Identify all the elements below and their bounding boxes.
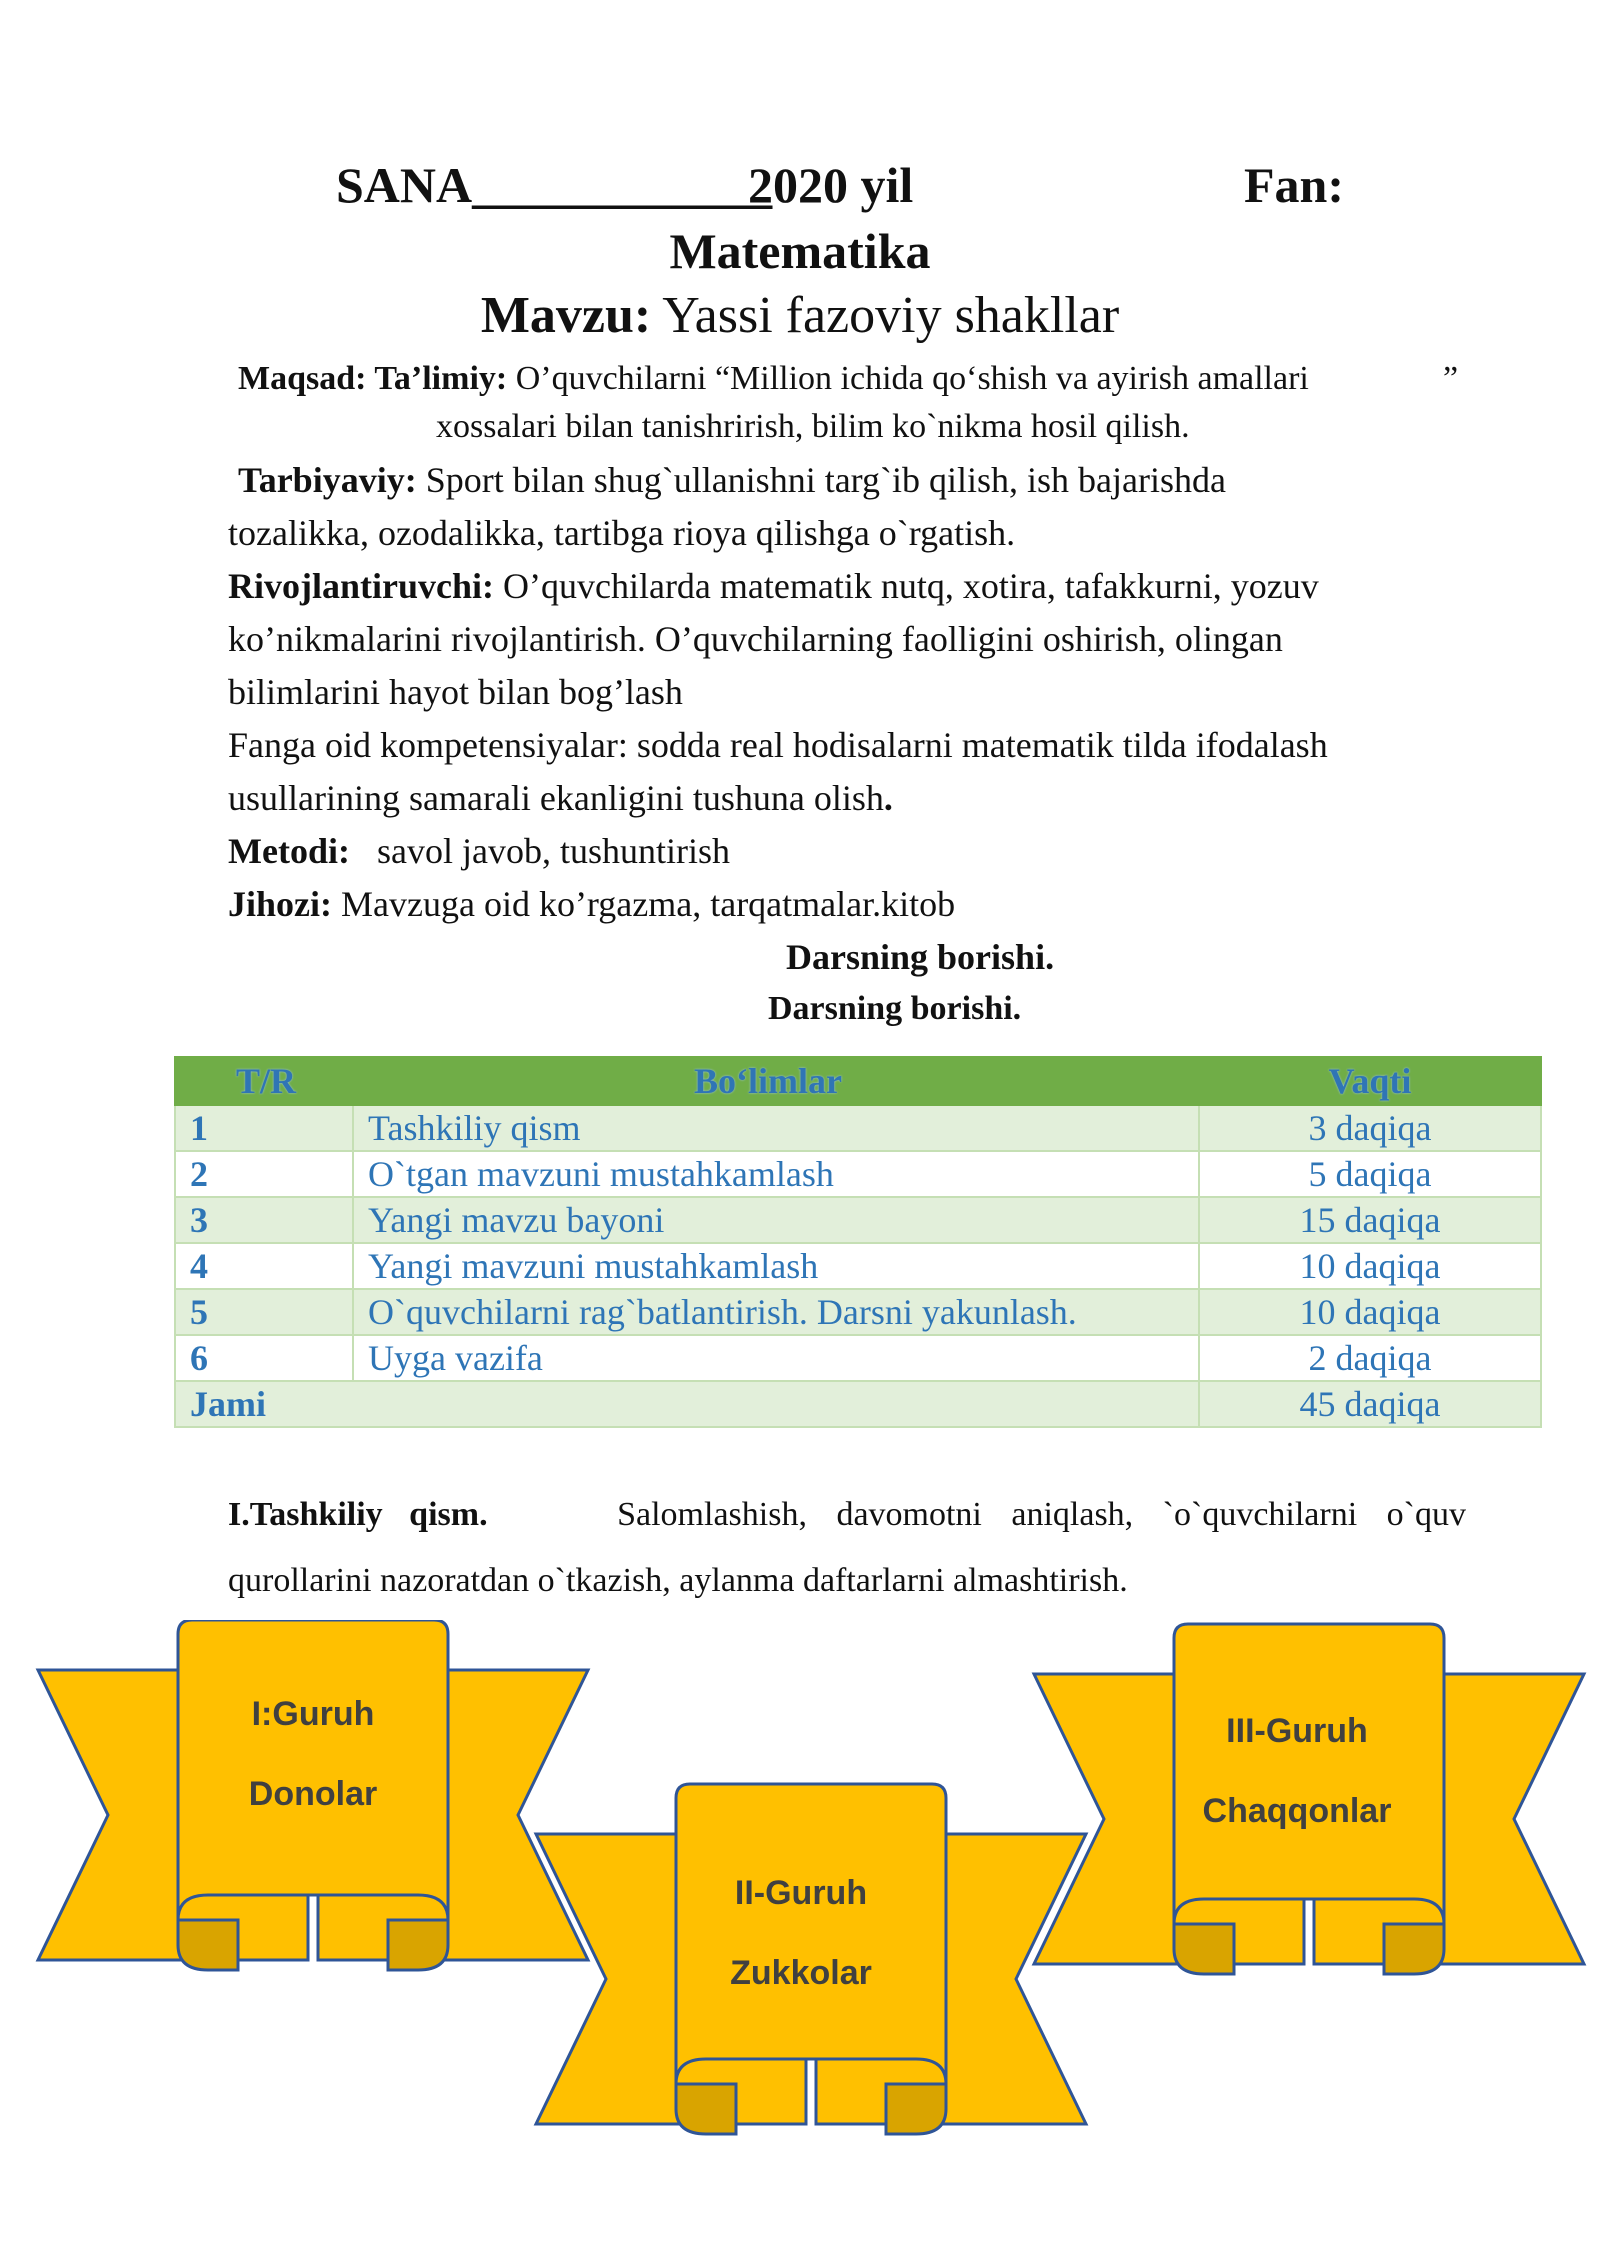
sana-label: SANA (336, 157, 473, 213)
row-time: 3 daqiqa (1199, 1105, 1541, 1151)
row-section: Yangi mavzu bayoni (353, 1197, 1199, 1243)
row-section: Yangi mavzuni mustahkamlash (353, 1243, 1199, 1289)
metodi-value: savol javob, tushuntirish (376, 831, 730, 871)
sana-blank: ____________ (472, 157, 773, 213)
banner-group-3 (1034, 1624, 1584, 1974)
row-section: O`tgan mavzuni mustahkamlash (353, 1151, 1199, 1197)
maqsad-text-1: O’quvchilarni “Million ichida qo‘shish va ayirish amallari (515, 360, 1309, 397)
maqsad-closing-quote: ” (1443, 360, 1459, 397)
year-text: 2020 yil (748, 157, 914, 213)
group-banners (0, 1620, 1600, 2262)
jihozi-label: Jihozi: (228, 884, 332, 924)
maqsad-label: Maqsad: Ta’limiy: (238, 360, 508, 397)
lesson-plan-table (174, 1056, 1542, 1428)
banner-group-1 (38, 1620, 588, 1970)
section-heading-2: Darsning borishi. (768, 990, 1022, 1027)
row-time: 5 daqiqa (1199, 1151, 1541, 1197)
header-time: Vaqti (1199, 1057, 1541, 1105)
header-sections: Bo‘limlar (353, 1057, 1199, 1105)
banner-3-name: Chaqqonlar (1202, 1792, 1392, 1830)
table-row (175, 1335, 1541, 1381)
tarbiyaviy-label: Tarbiyaviy: (238, 460, 417, 500)
row-number: 2 (175, 1151, 353, 1197)
total-label: Jami (175, 1381, 1199, 1427)
maqsad-text-2: xossalari bilan tanishrirish, bilim ko`nikma hosil qilish. (436, 408, 1190, 445)
rivojlantiruvchi-line-1 (228, 568, 1319, 604)
rivojlantiruvchi-text-3: bilimlarini hayot bilan bog’lash (228, 672, 683, 712)
total-value: 45 daqiqa (1199, 1381, 1541, 1427)
table-row (175, 1289, 1541, 1335)
row-time: 10 daqiqa (1199, 1243, 1541, 1289)
tashkiliy-line-1 (228, 1498, 1466, 1532)
tashkiliy-label: I.Tashkiliy qism. (228, 1496, 488, 1533)
tarbiyaviy-text-2: tozalikka, ozodalikka, tartibga rioya qilishga o`rgatish. (228, 513, 1016, 553)
mavzu-line (0, 287, 1600, 344)
row-section: O`quvchilarni rag`batlantirish. Darsni yakunlash. (353, 1289, 1199, 1335)
row-number: 6 (175, 1335, 353, 1381)
row-number: 5 (175, 1289, 353, 1335)
sana-line (336, 157, 773, 213)
tashkiliy-text-1: Salomlashish, davomotni aniqlash, `o`quvchilarni o`quv (617, 1496, 1466, 1533)
section-heading-1: Darsning borishi. (786, 937, 1055, 977)
row-number: 1 (175, 1105, 353, 1151)
row-time: 10 daqiqa (1199, 1289, 1541, 1335)
banner-1-title: I:Guruh (251, 1695, 375, 1733)
kompetensiya-text-2: usullarining samarali ekanligini tushuna olish (228, 778, 884, 818)
table-row (175, 1105, 1541, 1151)
row-number: 3 (175, 1197, 353, 1243)
banner-1-name: Donolar (248, 1775, 378, 1813)
maqsad-line-1 (238, 362, 1309, 396)
row-time: 15 daqiqa (1199, 1197, 1541, 1243)
mavzu-label: Mavzu: (480, 287, 652, 344)
row-number: 4 (175, 1243, 353, 1289)
kompetensiya-line-2 (228, 780, 893, 816)
banner-2-title: II-Guruh (734, 1874, 868, 1912)
table-row (175, 1151, 1541, 1197)
banner-group-2 (536, 1784, 1086, 2134)
kompetensiya-period: . (883, 778, 893, 818)
subject-title: Matematika (669, 223, 931, 279)
table-total-row (175, 1381, 1541, 1427)
kompetensiya-text-1: Fanga oid kompetensiyalar: sodda real hodisalarni matematik tilda ifodalash (228, 725, 1328, 765)
table-header-row (175, 1057, 1541, 1105)
tashkiliy-text-2: qurollarini nazoratdan o`tkazish, aylanma daftarlarni almashtirish. (228, 1562, 1128, 1599)
metodi-line (228, 833, 730, 869)
rivojlantiruvchi-text-1: O’quvchilarda matematik nutq, xotira, tafakkurni, yozuv (503, 566, 1319, 606)
jihozi-line (228, 886, 955, 922)
banner-3-title: III-Guruh (1226, 1712, 1368, 1750)
tarbiyaviy-line-1 (238, 462, 1226, 498)
mavzu-value: Yassi fazoviy shakllar (662, 287, 1120, 344)
row-section: Tashkiliy qism (353, 1105, 1199, 1151)
row-section: Uyga vazifa (353, 1335, 1199, 1381)
tarbiyaviy-text-1: Sport bilan shug`ullanishni targ`ib qilish, ish bajarishda (425, 460, 1226, 500)
table-row (175, 1243, 1541, 1289)
fan-label: Fan: (1244, 157, 1344, 213)
row-time: 2 daqiqa (1199, 1335, 1541, 1381)
table-row (175, 1197, 1541, 1243)
rivojlantiruvchi-text-2: ko’nikmalarini rivojlantirish. O’quvchilarning faolligini oshirish, olingan (228, 619, 1283, 659)
jihozi-value: Mavzuga oid ko’rgazma, tarqatmalar.kitob (341, 884, 956, 924)
banner-2-name: Zukkolar (730, 1954, 872, 1992)
rivojlantiruvchi-label: Rivojlantiruvchi: (228, 566, 494, 606)
header-tr: T/R (175, 1057, 353, 1105)
metodi-label: Metodi: (228, 831, 350, 871)
